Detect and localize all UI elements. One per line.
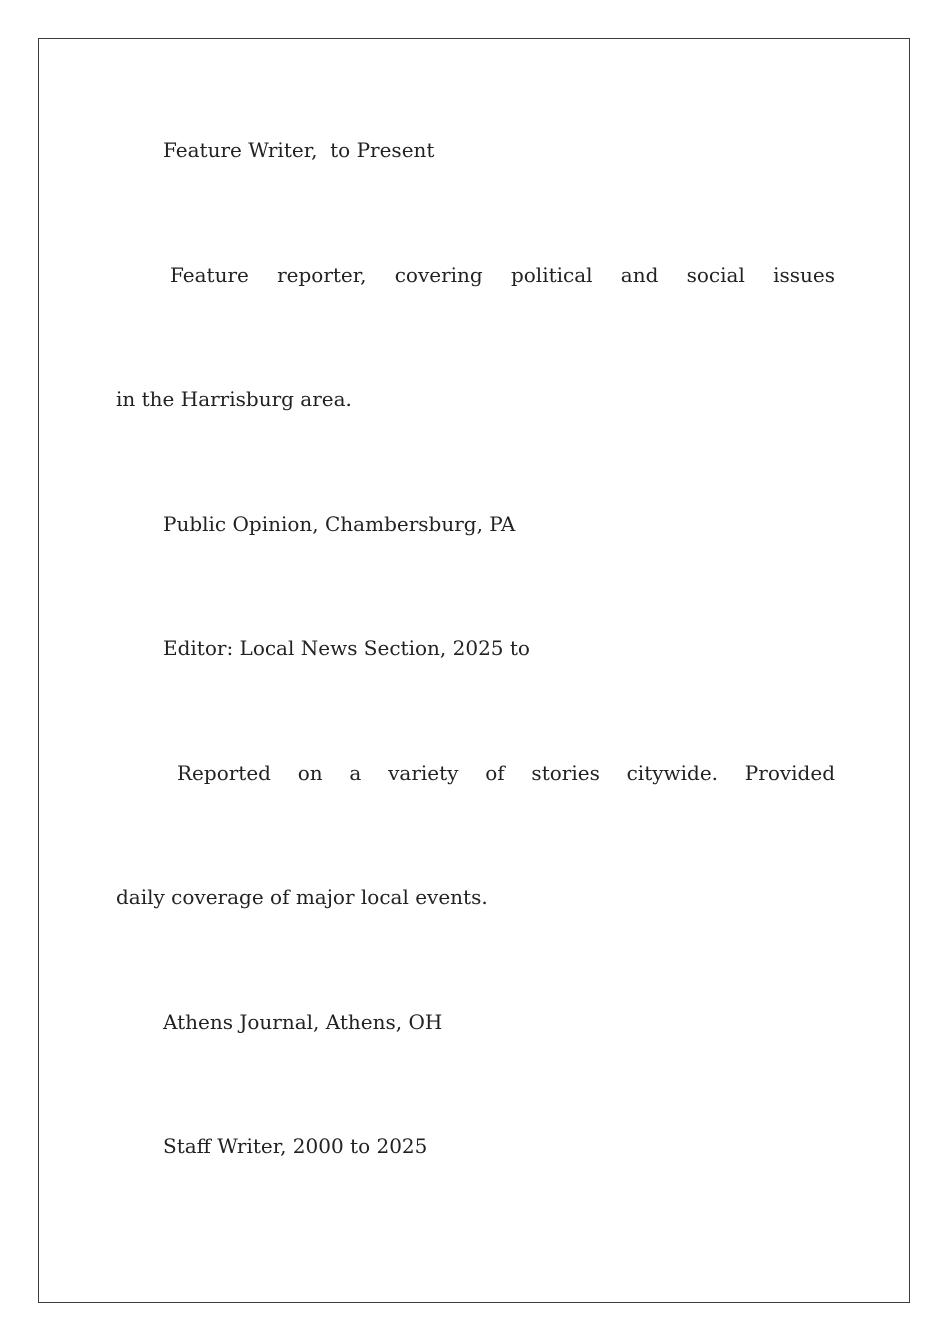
employer-line: Public Opinion, Chambersburg, PA [163,512,516,536]
job-description-line-1: Feature reporter, covering political and social issues [170,263,835,287]
document-page [38,38,910,1303]
job-description-line-2: in the Harrisburg area. [116,387,352,411]
job-title-line: Staff Writer, 2000 to 2025 [163,1134,428,1158]
employer-line: Athens Journal, Athens, OH [163,1010,443,1034]
job-title-line: Editor: Local News Section, 2025 to [163,636,530,660]
job-description-line-2: daily coverage of major local events. [116,885,488,909]
job-description-line-1: Reported on a variety of stories citywide. Provided [177,761,835,785]
job-title-line: Feature Writer, to Present [163,138,435,162]
